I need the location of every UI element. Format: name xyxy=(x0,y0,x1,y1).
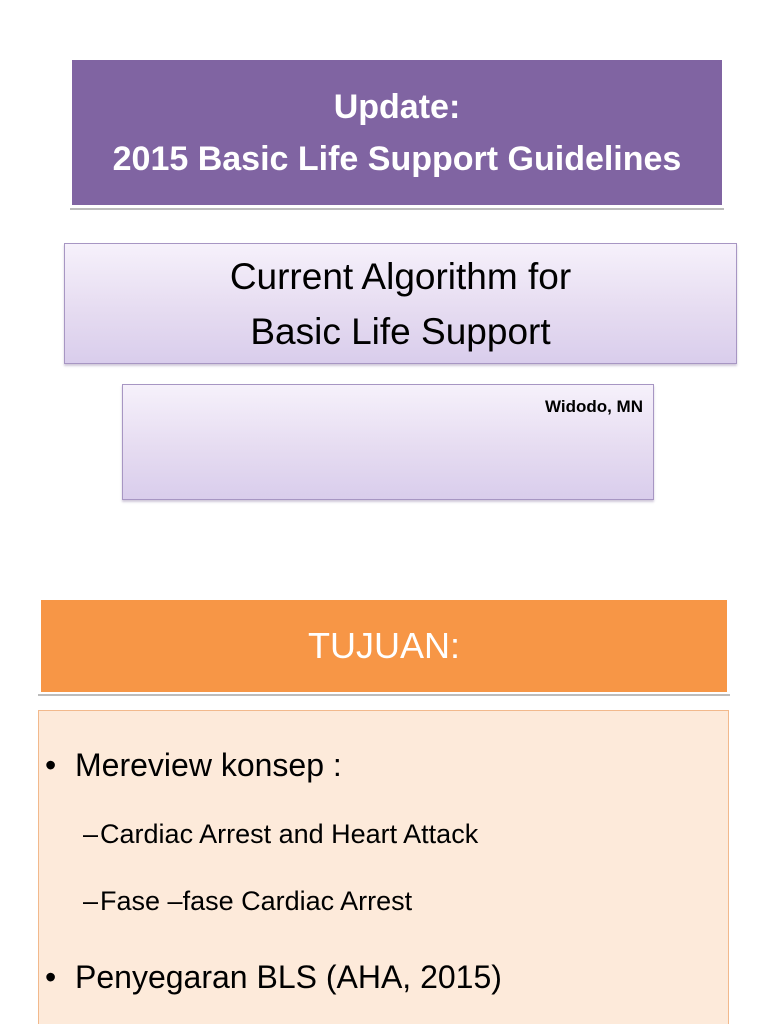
title-line-2: 2015 Basic Life Support Guidelines xyxy=(112,139,682,178)
dash-icon: – xyxy=(83,886,99,916)
dash-icon: – xyxy=(83,819,99,849)
section-title: TUJUAN: xyxy=(308,625,460,666)
list-item xyxy=(45,747,342,784)
section-divider xyxy=(38,694,730,696)
subtitle-line-1: Current Algorithm for xyxy=(229,255,572,297)
section-banner xyxy=(41,600,727,692)
list-item-text: Mereview konsep : xyxy=(75,747,342,783)
content-box xyxy=(38,710,729,1024)
author-box xyxy=(122,384,654,500)
title-banner xyxy=(72,60,722,205)
author-name: Widodo, MN xyxy=(544,397,643,416)
title-divider xyxy=(70,208,724,210)
list-sub-item xyxy=(83,886,412,917)
subtitle-line-2: Basic Life Support xyxy=(250,310,551,352)
subtitle-box xyxy=(64,243,737,364)
bullet-icon: • xyxy=(45,747,57,783)
list-sub-item xyxy=(83,819,478,850)
list-item-text: Fase –fase Cardiac Arrest xyxy=(100,886,413,916)
title-line-1: Update: xyxy=(333,87,461,126)
bullet-icon: • xyxy=(45,959,57,995)
list-item xyxy=(45,959,502,996)
list-item-text: Cardiac Arrest and Heart Attack xyxy=(100,819,479,849)
list-item-text: Penyegaran BLS (AHA, 2015) xyxy=(75,959,502,995)
